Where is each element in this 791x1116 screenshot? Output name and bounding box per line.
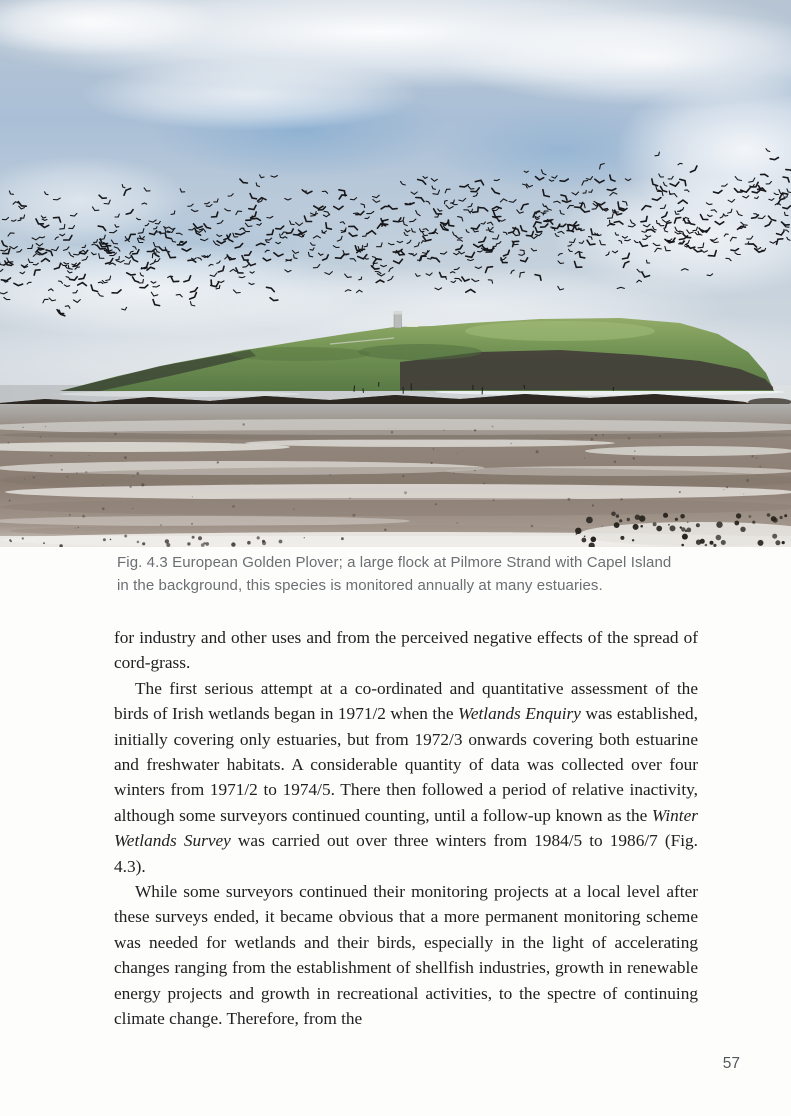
paragraph: While some surveyors continued their monitoring projects at a local level after these surveys ended, it became obvious that a more permanent monitoring scheme was needed for wetlands and their birds, especially in the light of accelerating changes ranging from the establishment of shellfish industries, growth in renewable energy projects and growth in recreational activities, to the spectre of continuing climate change. Therefore, from the <box>114 882 698 1029</box>
page-number: 57 <box>722 1055 740 1072</box>
caption-line: in the background, this species is monitored annually at many estuaries. <box>117 576 603 594</box>
figure-photo <box>0 0 791 547</box>
body-text <box>114 625 698 1032</box>
figure-caption <box>117 552 671 597</box>
paragraph: The first serious attempt at a co-ordinated and quantitative assessment of the birds of Irish wetlands began in 1971/2 when the Wetlands Enquiry was established, initially covering only estuaries, but from 1972/3 onwards covering both estuarine and freshwater habitats. A considerable quantity of data was collected over four winters from 1971/2 to 1974/5. There then followed a period of relative inactivity, although some surveyors continued counting, until a follow-up known as the Winter Wetlands Survey was carried out over three winters from 1984/5 to 1986/7 (Fig. 4.3). <box>114 678 698 876</box>
caption-line: Fig. 4.3 European Golden Plover; a large flock at Pilmore Strand with Capel Island <box>117 554 672 571</box>
paragraph: for industry and other uses and from the perceived negative effects of the spread of cord-grass. <box>114 628 698 673</box>
